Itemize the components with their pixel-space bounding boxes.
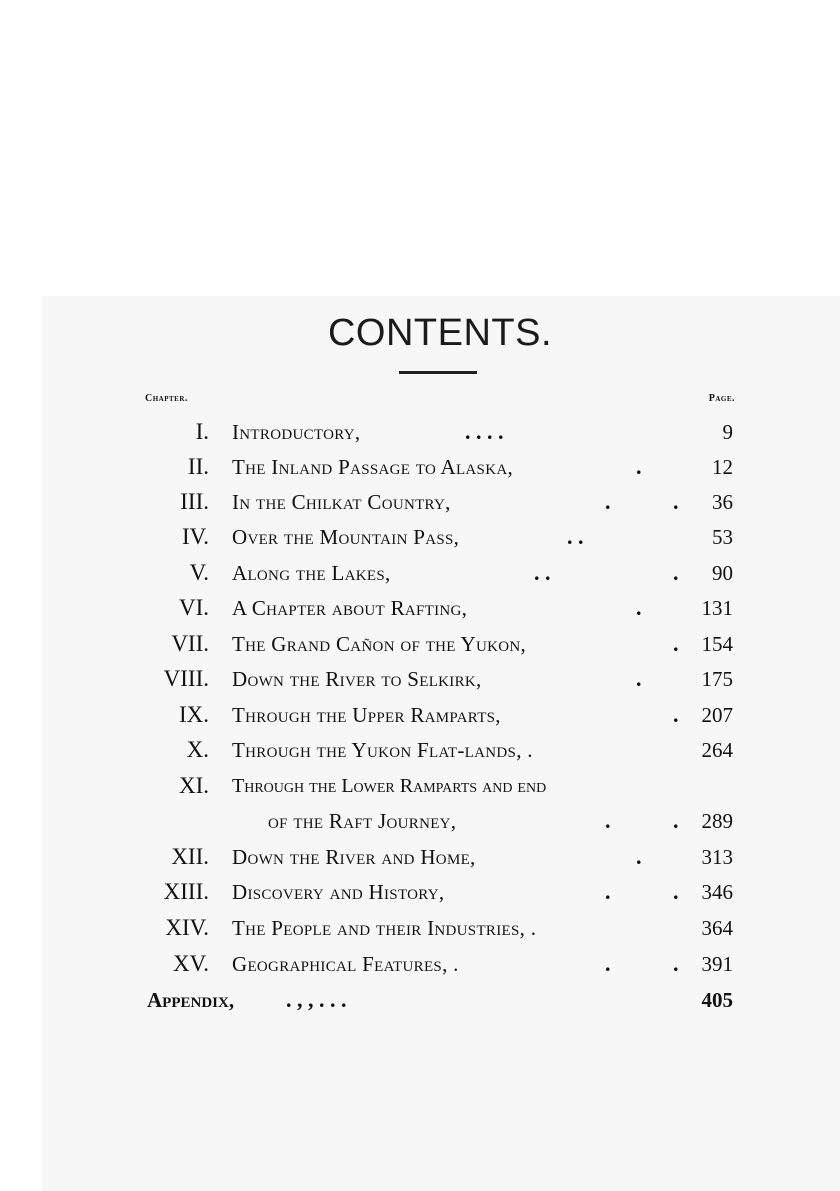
toc-entry[interactable] — [0, 453, 840, 489]
page-number: 391 — [701, 952, 733, 976]
leader-dot: . — [673, 808, 679, 833]
toc-entry[interactable] — [0, 701, 840, 737]
chapter-number: XIV. — [165, 915, 209, 940]
page-number: 90 — [712, 561, 733, 585]
chapter-number: VIII. — [163, 666, 209, 691]
page-number: 12 — [712, 455, 733, 479]
chapter-title: Discovery and History, — [232, 880, 445, 904]
toc-entry[interactable] — [0, 630, 840, 666]
toc-entry-continued[interactable] — [0, 807, 840, 843]
toc-entry[interactable] — [0, 772, 840, 808]
chapter-number: VI. — [178, 595, 209, 620]
page-number: 346 — [701, 880, 733, 904]
leader-dots: . . — [534, 560, 551, 585]
page-number: 131 — [701, 596, 733, 620]
chapter-title: Down the River and Home, — [232, 845, 476, 869]
leader-dots: . — [605, 879, 611, 904]
toc-entry[interactable] — [0, 914, 840, 950]
page-number: 289 — [701, 809, 733, 833]
leader-dot: . — [673, 631, 679, 656]
page-number: 313 — [701, 845, 733, 869]
chapter-number: IX. — [178, 702, 209, 727]
page-column-header: Page. — [708, 393, 735, 404]
chapter-number: I. — [195, 419, 209, 444]
page-number: 207 — [701, 703, 733, 727]
chapter-number: XIII. — [163, 879, 209, 904]
chapter-title: The Grand Cañon of the Yukon, — [232, 632, 527, 656]
leader-dots: . — [636, 844, 642, 869]
toc-entry[interactable] — [0, 665, 840, 701]
toc-entry[interactable] — [0, 843, 840, 879]
toc-entry[interactable] — [0, 878, 840, 914]
leader-dots: . — [605, 489, 611, 514]
page-number: 175 — [701, 667, 733, 691]
chapter-number: X. — [186, 737, 209, 762]
page-number: 154 — [701, 632, 733, 656]
leader-dots: . — [605, 951, 611, 976]
toc-entry[interactable] — [0, 523, 840, 559]
chapter-title: Through the Lower Ramparts and end — [232, 775, 547, 797]
toc-entry-appendix[interactable] — [0, 986, 840, 1022]
chapter-column-header: Chapter. — [145, 393, 188, 404]
leader-dots: . . . . — [465, 419, 504, 444]
chapter-number: III. — [180, 489, 209, 514]
leader-dots: . , , . . . — [286, 987, 347, 1012]
leader-dot: . — [673, 489, 679, 514]
leader-dots: . — [636, 595, 642, 620]
title-rule — [399, 371, 477, 374]
appendix-title: Appendix, — [147, 988, 235, 1012]
leader-dots: . — [636, 666, 642, 691]
chapter-title: Through the Upper Ramparts, — [232, 703, 501, 727]
chapter-number: VII. — [171, 631, 209, 656]
leader-dot: . — [673, 702, 679, 727]
page-number: 9 — [722, 420, 733, 444]
chapter-title: Through the Yukon Flat-lands, . — [232, 738, 533, 762]
chapter-number: XII. — [171, 844, 209, 869]
page-number: 36 — [712, 490, 733, 514]
chapter-title: Over the Mountain Pass, — [232, 525, 460, 549]
leader-dots: . — [636, 454, 642, 479]
toc-entry[interactable] — [0, 559, 840, 595]
chapter-title: In the Chilkat Country, — [232, 490, 451, 514]
chapter-number: V. — [189, 560, 209, 585]
chapter-title: Introductory, — [232, 420, 361, 444]
chapter-title: Down the River to Selkirk, — [232, 667, 482, 691]
toc-entry[interactable] — [0, 488, 840, 524]
chapter-title-continued: of the Raft Journey, — [268, 809, 457, 833]
chapter-title: Along the Lakes, — [232, 561, 391, 585]
toc-entry[interactable] — [0, 594, 840, 630]
leader-dots: . — [605, 808, 611, 833]
chapter-number: XV. — [172, 951, 209, 976]
page-number: 405 — [701, 988, 733, 1012]
page-number: 264 — [701, 738, 733, 762]
chapter-title: The People and their Industries, . — [232, 916, 537, 940]
toc-entry[interactable] — [0, 950, 840, 986]
toc-entry[interactable] — [0, 736, 840, 772]
leader-dot: . — [673, 951, 679, 976]
leader-dot: . — [673, 879, 679, 904]
leader-dot: . — [673, 560, 679, 585]
chapter-title: The Inland Passage to Alaska, — [232, 455, 514, 479]
page-number: 53 — [712, 525, 733, 549]
page-title: CONTENTS. — [327, 312, 553, 354]
chapter-number: II. — [187, 454, 209, 479]
toc-entry[interactable] — [0, 418, 840, 454]
chapter-number: IV. — [181, 524, 209, 549]
chapter-title: A Chapter about Rafting, — [232, 596, 468, 620]
chapter-title: Geographical Features, . — [232, 952, 459, 976]
chapter-number: XI. — [178, 773, 209, 798]
leader-dots: . . — [567, 524, 584, 549]
page-number: 364 — [701, 916, 733, 940]
